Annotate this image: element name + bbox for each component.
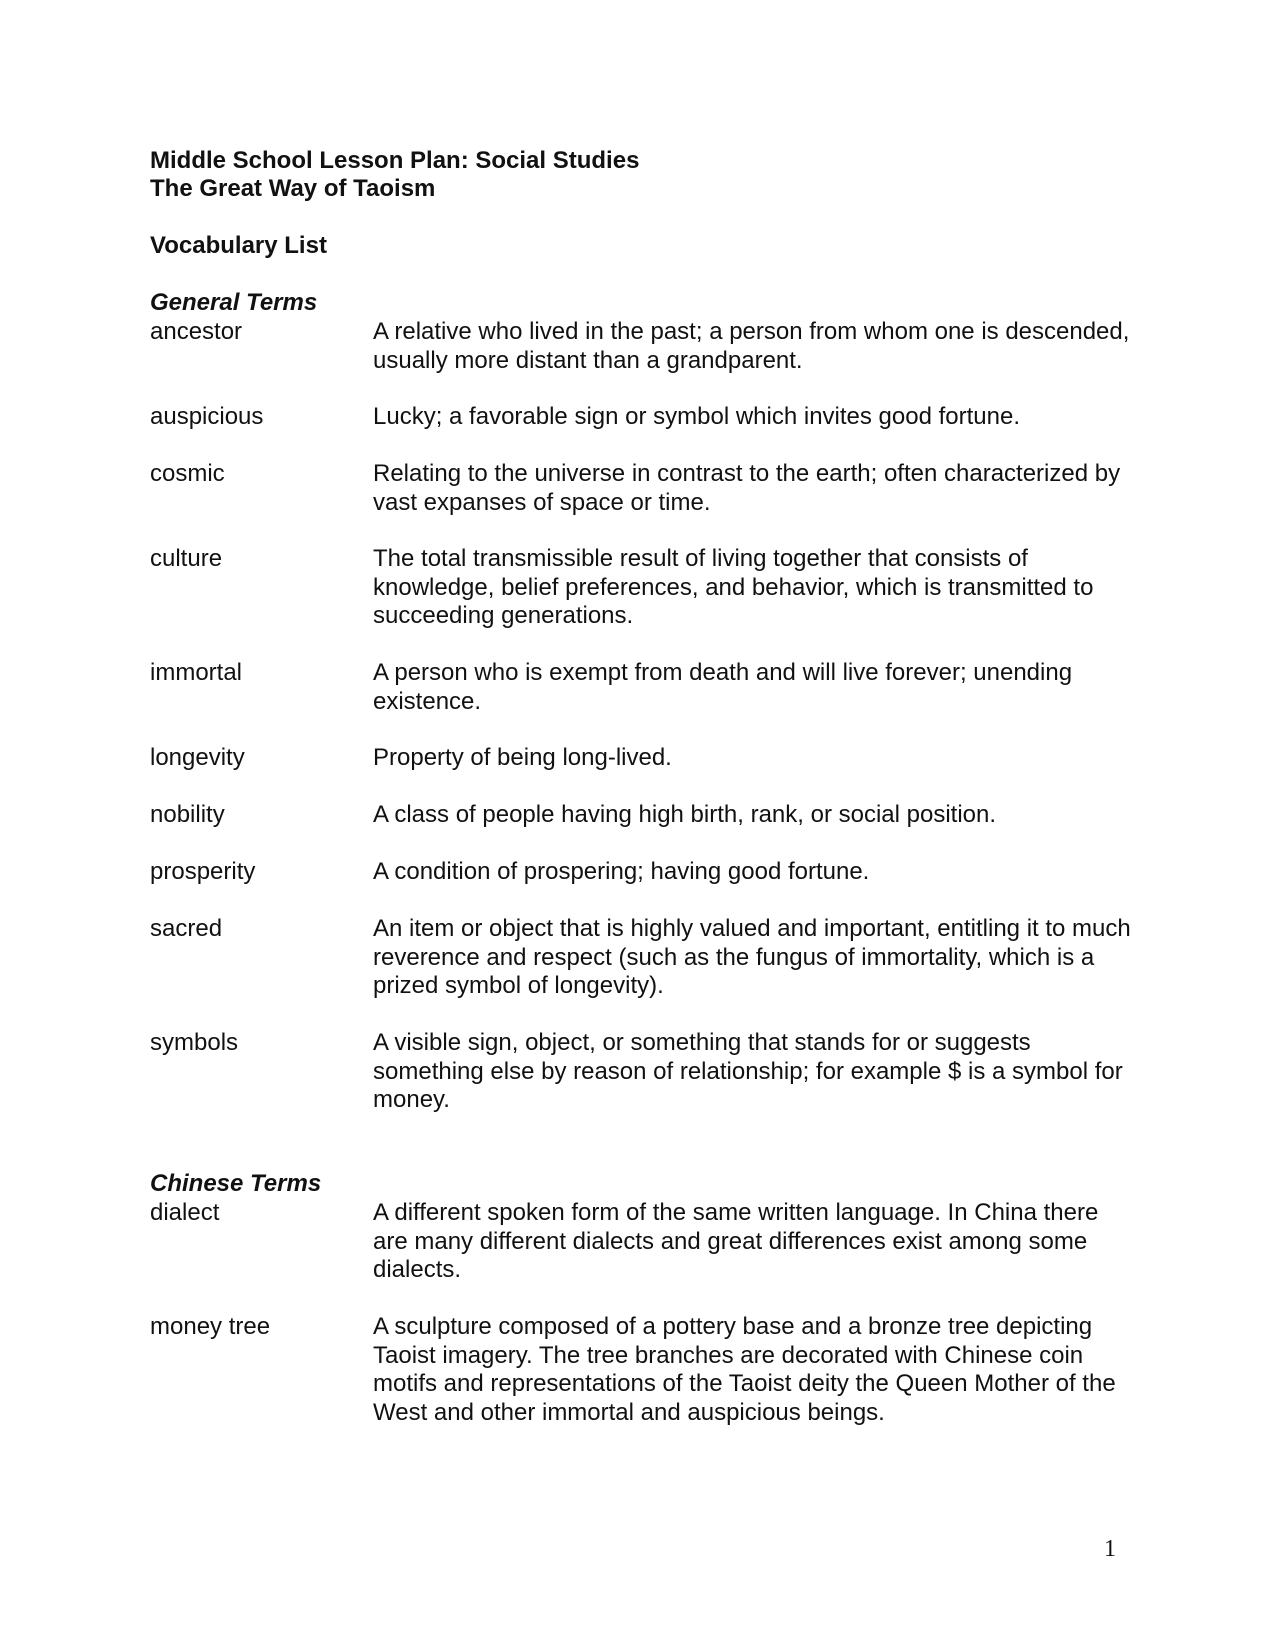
general-terms-heading: General Terms	[150, 289, 318, 316]
term-longevity: longevity	[150, 744, 245, 771]
definition-immortal: A person who is exempt from death and will live forever; unending existence.	[373, 659, 1073, 715]
definition-cosmic: Relating to the universe in contrast to the earth; often characterized by vast expanses of space or time.	[373, 460, 1121, 516]
definition-sacred: An item or object that is highly valued and important, entitling it to much reverence and respect (such as the fungus of immortality, which is a prized symbol of longevity).	[373, 915, 1131, 999]
definition-culture: The total transmissible result of living together that consists of knowledge, belief preferences, and behavior, which is transmitted to succeeding generations.	[373, 545, 1094, 629]
definition-ancestor: A relative who lived in the past; a person from whom one is descended, usually more distant than a grandparent.	[373, 318, 1130, 374]
definition-dialect: A different spoken form of the same written language. In China there are many different dialects and great differences exist among some dialects.	[373, 1199, 1099, 1283]
vocabulary-list-heading: Vocabulary List	[150, 232, 327, 259]
term-dialect: dialect	[150, 1199, 220, 1226]
term-nobility: nobility	[150, 801, 225, 828]
term-prosperity: prosperity	[150, 858, 256, 885]
chinese-terms-heading: Chinese Terms	[150, 1170, 322, 1197]
definition-prosperity: A condition of prospering; having good fortune.	[373, 858, 870, 885]
title-line-2: The Great Way of Taoism	[150, 175, 436, 202]
term-immortal: immortal	[150, 659, 243, 686]
definition-longevity: Property of being long-lived.	[373, 744, 672, 771]
term-culture: culture	[150, 545, 223, 572]
term-ancestor: ancestor	[150, 318, 243, 345]
term-cosmic: cosmic	[150, 460, 225, 487]
definition-symbols: A visible sign, object, or something that stands for or suggests something else by reason of relationship; for example $ is a symbol for money.	[373, 1029, 1123, 1113]
term-money-tree: money tree	[150, 1313, 271, 1340]
definition-auspicious: Lucky; a favorable sign or symbol which invites good fortune.	[373, 403, 1021, 430]
title-line-1: Middle School Lesson Plan: Social Studies	[150, 147, 640, 174]
term-symbols: symbols	[150, 1029, 239, 1056]
term-sacred: sacred	[150, 915, 223, 942]
page-number: 1	[1104, 1536, 1116, 1562]
definition-money-tree: A sculpture composed of a pottery base and a bronze tree depicting Taoist imagery. The tree branches are decorated with Chinese coin motifs and representations of the Taoist deity the Queen Mother of the West and other immortal and auspicious beings.	[373, 1313, 1116, 1426]
term-auspicious: auspicious	[150, 403, 264, 430]
definition-nobility: A class of people having high birth, rank, or social position.	[373, 801, 997, 828]
